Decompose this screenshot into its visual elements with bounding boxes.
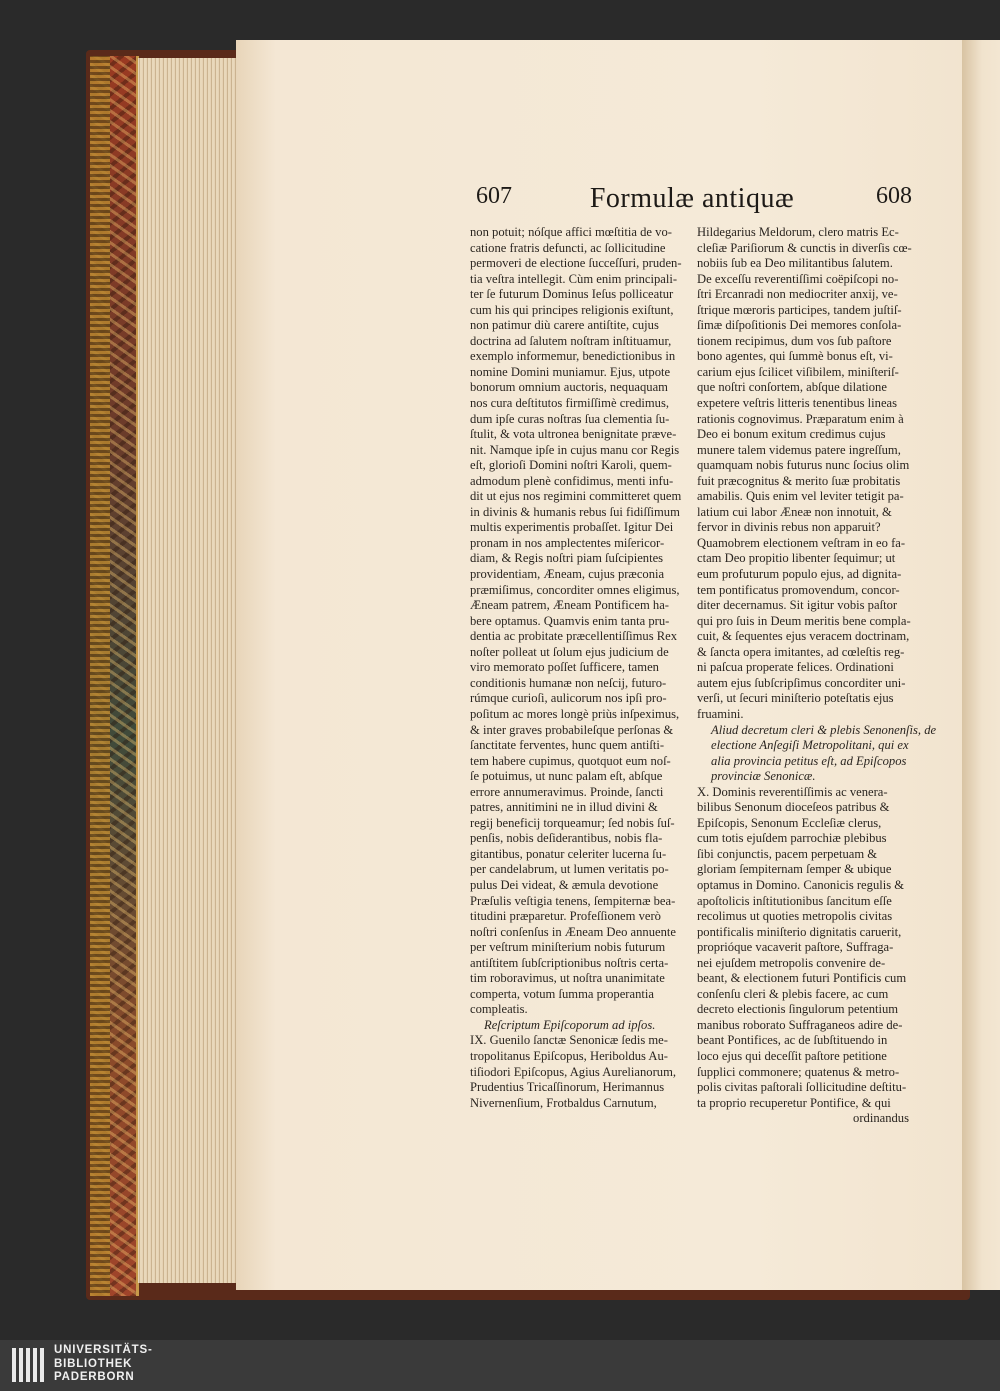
text-line: quamquam nobis futurus nunc ſocius olim — [697, 458, 910, 473]
text-line: proprióque vacaverit paſtore, Suffraga- — [697, 940, 894, 955]
text-line: permoveri de electione ſucceſſuri, pruden- — [470, 256, 682, 271]
text-line: penſis, nobis deſiderantibus, nobis fla- — [470, 831, 663, 846]
text-line: bere optamus. Quamvis enim tanta pru- — [470, 613, 670, 628]
text-line: nos cura deſtitutos firmiſſimè credimus, — [470, 396, 670, 411]
right-page-fragment — [962, 40, 1000, 1290]
library-logo-icon — [12, 1348, 46, 1382]
text-line: ter ſe futurum Dominus Ieſus polliceatur — [470, 287, 674, 302]
text-line: non patimur diù carere antiſtite, cujus — [470, 318, 659, 333]
text-line: bono agentes, qui ſummè bonus eſt, vi- — [697, 349, 893, 364]
text-line: beant Pontifices, ac de ſubſtituendo in — [697, 1033, 888, 1048]
text-line: optamus in Domino. Canonicis regulis & — [697, 877, 905, 892]
text-line: IX. Guenilo ſanctæ Senonicæ ſedis me- — [470, 1033, 668, 1048]
text-line: carium ejus ſcilicet viſibilem, miniſteriſ- — [697, 364, 899, 379]
text-line: pontificalis miniſterio dignitatis caruerit, — [697, 924, 902, 939]
text-line: tim roboravimus, ut noſtra unanimitate — [470, 971, 665, 986]
text-line: per veſtrum miniſterium nobis futurum — [470, 940, 666, 955]
text-line: ſanctitate ferventes, hunc quem antiſti- — [470, 738, 665, 753]
text-line: que noſtri conſortem, abſque dilatione — [697, 380, 887, 395]
text-line: patres, annitimini ne in illud divini & — [470, 800, 658, 815]
logo-line: UNIVERSITÄTS- — [54, 1344, 153, 1356]
section-heading: Reſcriptum Epiſcoporum ad ipſos. — [484, 1017, 656, 1032]
text-line: errore annumeravimus. Proinde, ſancti — [470, 784, 664, 799]
text-line: compleatis. — [470, 1002, 528, 1017]
text-line: provinciæ Senonicæ. — [711, 769, 816, 784]
text-line: pronam in nos amplectentes miſericor- — [470, 535, 665, 550]
text-line: noſter polleat ut ſolum ejus judicium de — [470, 644, 669, 659]
text-line: dum ipſe curas noſtras ſua clementia ſu- — [470, 411, 670, 426]
text-line: ni paſcua properate felices. Ordinationi — [697, 660, 894, 675]
text-line: ſimæ diſpoſitionis Dei memores conſola- — [697, 318, 902, 333]
text-line: poſitum ac mores longè priùs inſpeximus, — [470, 706, 680, 721]
text-line: Præſulis veſtigia tenens, ſempiternæ bea- — [470, 893, 676, 908]
text-line: qui pro ſuis in Deum meritis bene compla- — [697, 613, 911, 628]
text-line: pulus Dei videat, & æmula devotione — [470, 877, 659, 892]
text-line: in divinis & humanis rebus ſui fidiſſimum — [470, 504, 680, 519]
text-line: providentiam, Æneam, cujus præconia — [470, 567, 665, 582]
text-line: ctam Deo propitio libenter ſequimur; ut — [697, 551, 896, 566]
text-line: noſtri conſenſus in Æneam Deo annuente — [470, 924, 676, 939]
text-line: ta proprio recuperetur Pontifice, & qui — [697, 1095, 891, 1110]
gilt-border — [90, 56, 110, 1296]
text-line: regij beneficij torqueamur; ſed nobis ſuſ- — [470, 815, 675, 830]
text-line: recolimus ut quoties metropolis civitas — [697, 909, 893, 924]
logo-line: PADERBORN — [54, 1371, 135, 1383]
text-line: Hildegarius Meldorum, clero matris Ec- — [697, 225, 899, 239]
text-line: tem pontificatus promovendum, concor- — [697, 582, 900, 597]
text-line: diter decernamus. Sit igitur vobis paſtor — [697, 598, 898, 613]
text-line: antiſtitem ſubſcriptionibus noſtris certa- — [470, 955, 669, 970]
text-line: ſupplici commonere; quatenus & metro- — [697, 1064, 900, 1079]
text-line: decreto electionis ſingulorum petentium — [697, 1002, 899, 1017]
text-line: conditionis humanæ non neſcij, futuro- — [470, 675, 667, 690]
text-line: eum profuturum populo ejus, ad dignita- — [697, 567, 902, 582]
text-line: & inter graves probabileſque perſonas & — [470, 722, 674, 737]
text-line: bilibus Senonum dioceſeos patribus & — [697, 800, 890, 815]
text-line: rúmque curioſi, aulicorum nos ipſi pro- — [470, 691, 667, 706]
text-line: cum totis ejuſdem parrochiæ plebibus — [697, 831, 887, 846]
library-footer — [0, 1340, 1000, 1391]
text-line: eſt, glorioſi Domini noſtri Karoli, quem- — [470, 458, 672, 473]
text-line: ſibi conjunctis, pacem perpetuam & — [697, 846, 878, 861]
text-line: nit. Namque ipſe in cujus manu cor Regis — [470, 442, 680, 457]
text-line: non potuit; nóſque affici mœſtitia de vo- — [470, 225, 672, 239]
text-line: cuit, & ſequentes ejus veracem doctrinam, — [697, 629, 910, 644]
text-line: Quamobrem electionem veſtram in eo fa- — [697, 535, 906, 550]
text-line: amabilis. Quis enim vel leviter tetigit pa- — [697, 489, 904, 504]
page-header — [472, 183, 912, 223]
text-line: latium cui labor Æneæ non innotuit, & — [697, 504, 892, 519]
text-line: cleſiæ Pariſiorum & cunctis in diverſis cœ- — [697, 240, 912, 255]
text-line: nei ejuſdem metropolis convenire de- — [697, 955, 886, 970]
text-line: expetere veſtris litteris tenentibus lineas — [697, 396, 898, 411]
text-line: loco ejus qui deceſſit paſtore petitione — [697, 1048, 887, 1063]
logo-line: BIBLIOTHEK — [54, 1357, 133, 1370]
text-line: nomine Domini muniamur. Ejus, utpote — [470, 364, 671, 379]
text-line: diam, & Regis noſtri piam ſuſcipientes — [470, 551, 664, 566]
text-line: electione Anſegiſi Metropolitani, qui ex — [711, 738, 909, 753]
catchword: ordinandus — [853, 1111, 909, 1126]
text-line: Epiſcopis, Senonum Eccleſiæ clerus, — [697, 815, 882, 830]
text-line: catione fratris defuncti, ac ſollicitudine — [470, 240, 666, 255]
text-line: ſe potuimus, ut nunc palam eſt, abſque — [470, 769, 663, 784]
text-line: exemplo informemur, benedictionibus in — [470, 349, 676, 364]
text-line: conſenſu cleri & plebis facere, ac cum — [697, 986, 889, 1001]
text-line: manibus roborato Suffraganeos adire de- — [697, 1017, 903, 1032]
text-line: titudini præparetur. Profeſſionem verò — [470, 909, 661, 924]
left-page-number: 607 — [476, 183, 512, 209]
text-line: comperta, votum ſumma properantia — [470, 986, 654, 1001]
text-column-right — [697, 225, 937, 1127]
text-line: fruamini. — [697, 706, 744, 721]
text-line: autem ejus ſubſcripſimus concorditer uni- — [697, 675, 906, 690]
text-line: Deo ei bonum exitum credimus cujus — [697, 427, 886, 442]
text-line: doctrina ad ſalutem noſtram inſtituamur, — [470, 333, 672, 348]
text-line: gloriam ſempiternam ſemper & ubique — [697, 862, 892, 877]
text-line: X. Dominis reverentiſſimis ac venera- — [697, 784, 888, 799]
text-line: præmiſimus, concorditer omnes eligimus, — [470, 582, 680, 597]
text-line: ſtrique mœroris participes, tandem juſtiſ- — [697, 302, 902, 317]
text-line: alia provincia petitus eſt, ad Epiſcopos — [711, 753, 907, 768]
text-line: tem habere cupimus, quotquot eum noſ- — [470, 753, 671, 768]
text-line: apoſtolicis inſtitutionibus ſancitum eſſe — [697, 893, 892, 908]
text-line: nobiis ſub ea Deo militantibus ſalutem. — [697, 256, 893, 271]
text-line: dit ut ejus nos regimini committeret quem — [470, 489, 682, 504]
text-line: tiſiodori Epiſcopus, Agius Aurelianorum, — [470, 1064, 677, 1079]
text-line: beant, & electionem futuri Pontificis cum — [697, 971, 907, 986]
text-line: gitantibus, ponatur celeriter lucerna ſu- — [470, 846, 667, 861]
text-line: admodum plenè confidimus, menti infu- — [470, 473, 674, 488]
text-line: bonorum omnium auctoris, nequaquam — [470, 380, 668, 395]
text-line: ſtri Ercanradi non mediocriter anxij, ve- — [697, 287, 898, 302]
text-line: per candelabrum, ut lumen veritatis po- — [470, 862, 669, 877]
text-line: tionem recipimus, dum vos ſub paſtore — [697, 333, 892, 348]
text-line: tropolitanus Epiſcopus, Heriboldus Au- — [470, 1048, 668, 1063]
text-line: Aliud decretum cleri & plebis Senonenſis, de — [711, 722, 937, 737]
text-line: ſtulit, & vota ultronea benignitate præve- — [470, 427, 677, 442]
text-line: Prudentius Tricaſſinorum, Herimannus — [470, 1080, 665, 1095]
text-line: viro memorato poſſet ſufficere, tamen — [470, 660, 659, 675]
text-line: De exceſſu reverentiſſimi coëpiſcopi no- — [697, 271, 899, 286]
text-line: dentia ac probitate præcellentiſſimus Rex — [470, 629, 678, 644]
library-logo-text — [54, 1344, 153, 1385]
text-line: Nivernenſium, Frotbaldus Carnutum, — [470, 1095, 657, 1110]
text-line: Æneam patrem, Æneam Pontificem ha- — [470, 598, 669, 613]
text-line: munere talem videmus patere ingreſſum, — [697, 442, 901, 457]
text-line: verſi, ut ſecuri miniſterio poteſtatis ejus — [697, 691, 894, 706]
text-line: polis civitas paſtorali ſollicitudine deſtitu- — [697, 1080, 907, 1095]
text-line: fervor in divinis rebus non apparuit? — [697, 520, 881, 535]
text-line: fuit præcognitus & merito ſuæ probitatis — [697, 473, 901, 488]
text-line: & ſancta opera imitantes, ad cœleſtis reg- — [697, 644, 905, 659]
text-line: rationis cognovimus. Præparatum enim à — [697, 411, 904, 426]
text-line: multis experimentis probaſſet. Igitur Dei — [470, 520, 674, 535]
page-edges — [138, 58, 238, 1283]
running-title: Formulæ antiquæ — [589, 183, 795, 214]
text-column-left — [470, 225, 682, 1111]
text-line: cum his qui principes religionis exiſtunt, — [470, 302, 674, 317]
right-page-number: 608 — [876, 183, 912, 209]
text-line: tia veſtra intellegit. Cùm enim principali- — [470, 271, 678, 286]
